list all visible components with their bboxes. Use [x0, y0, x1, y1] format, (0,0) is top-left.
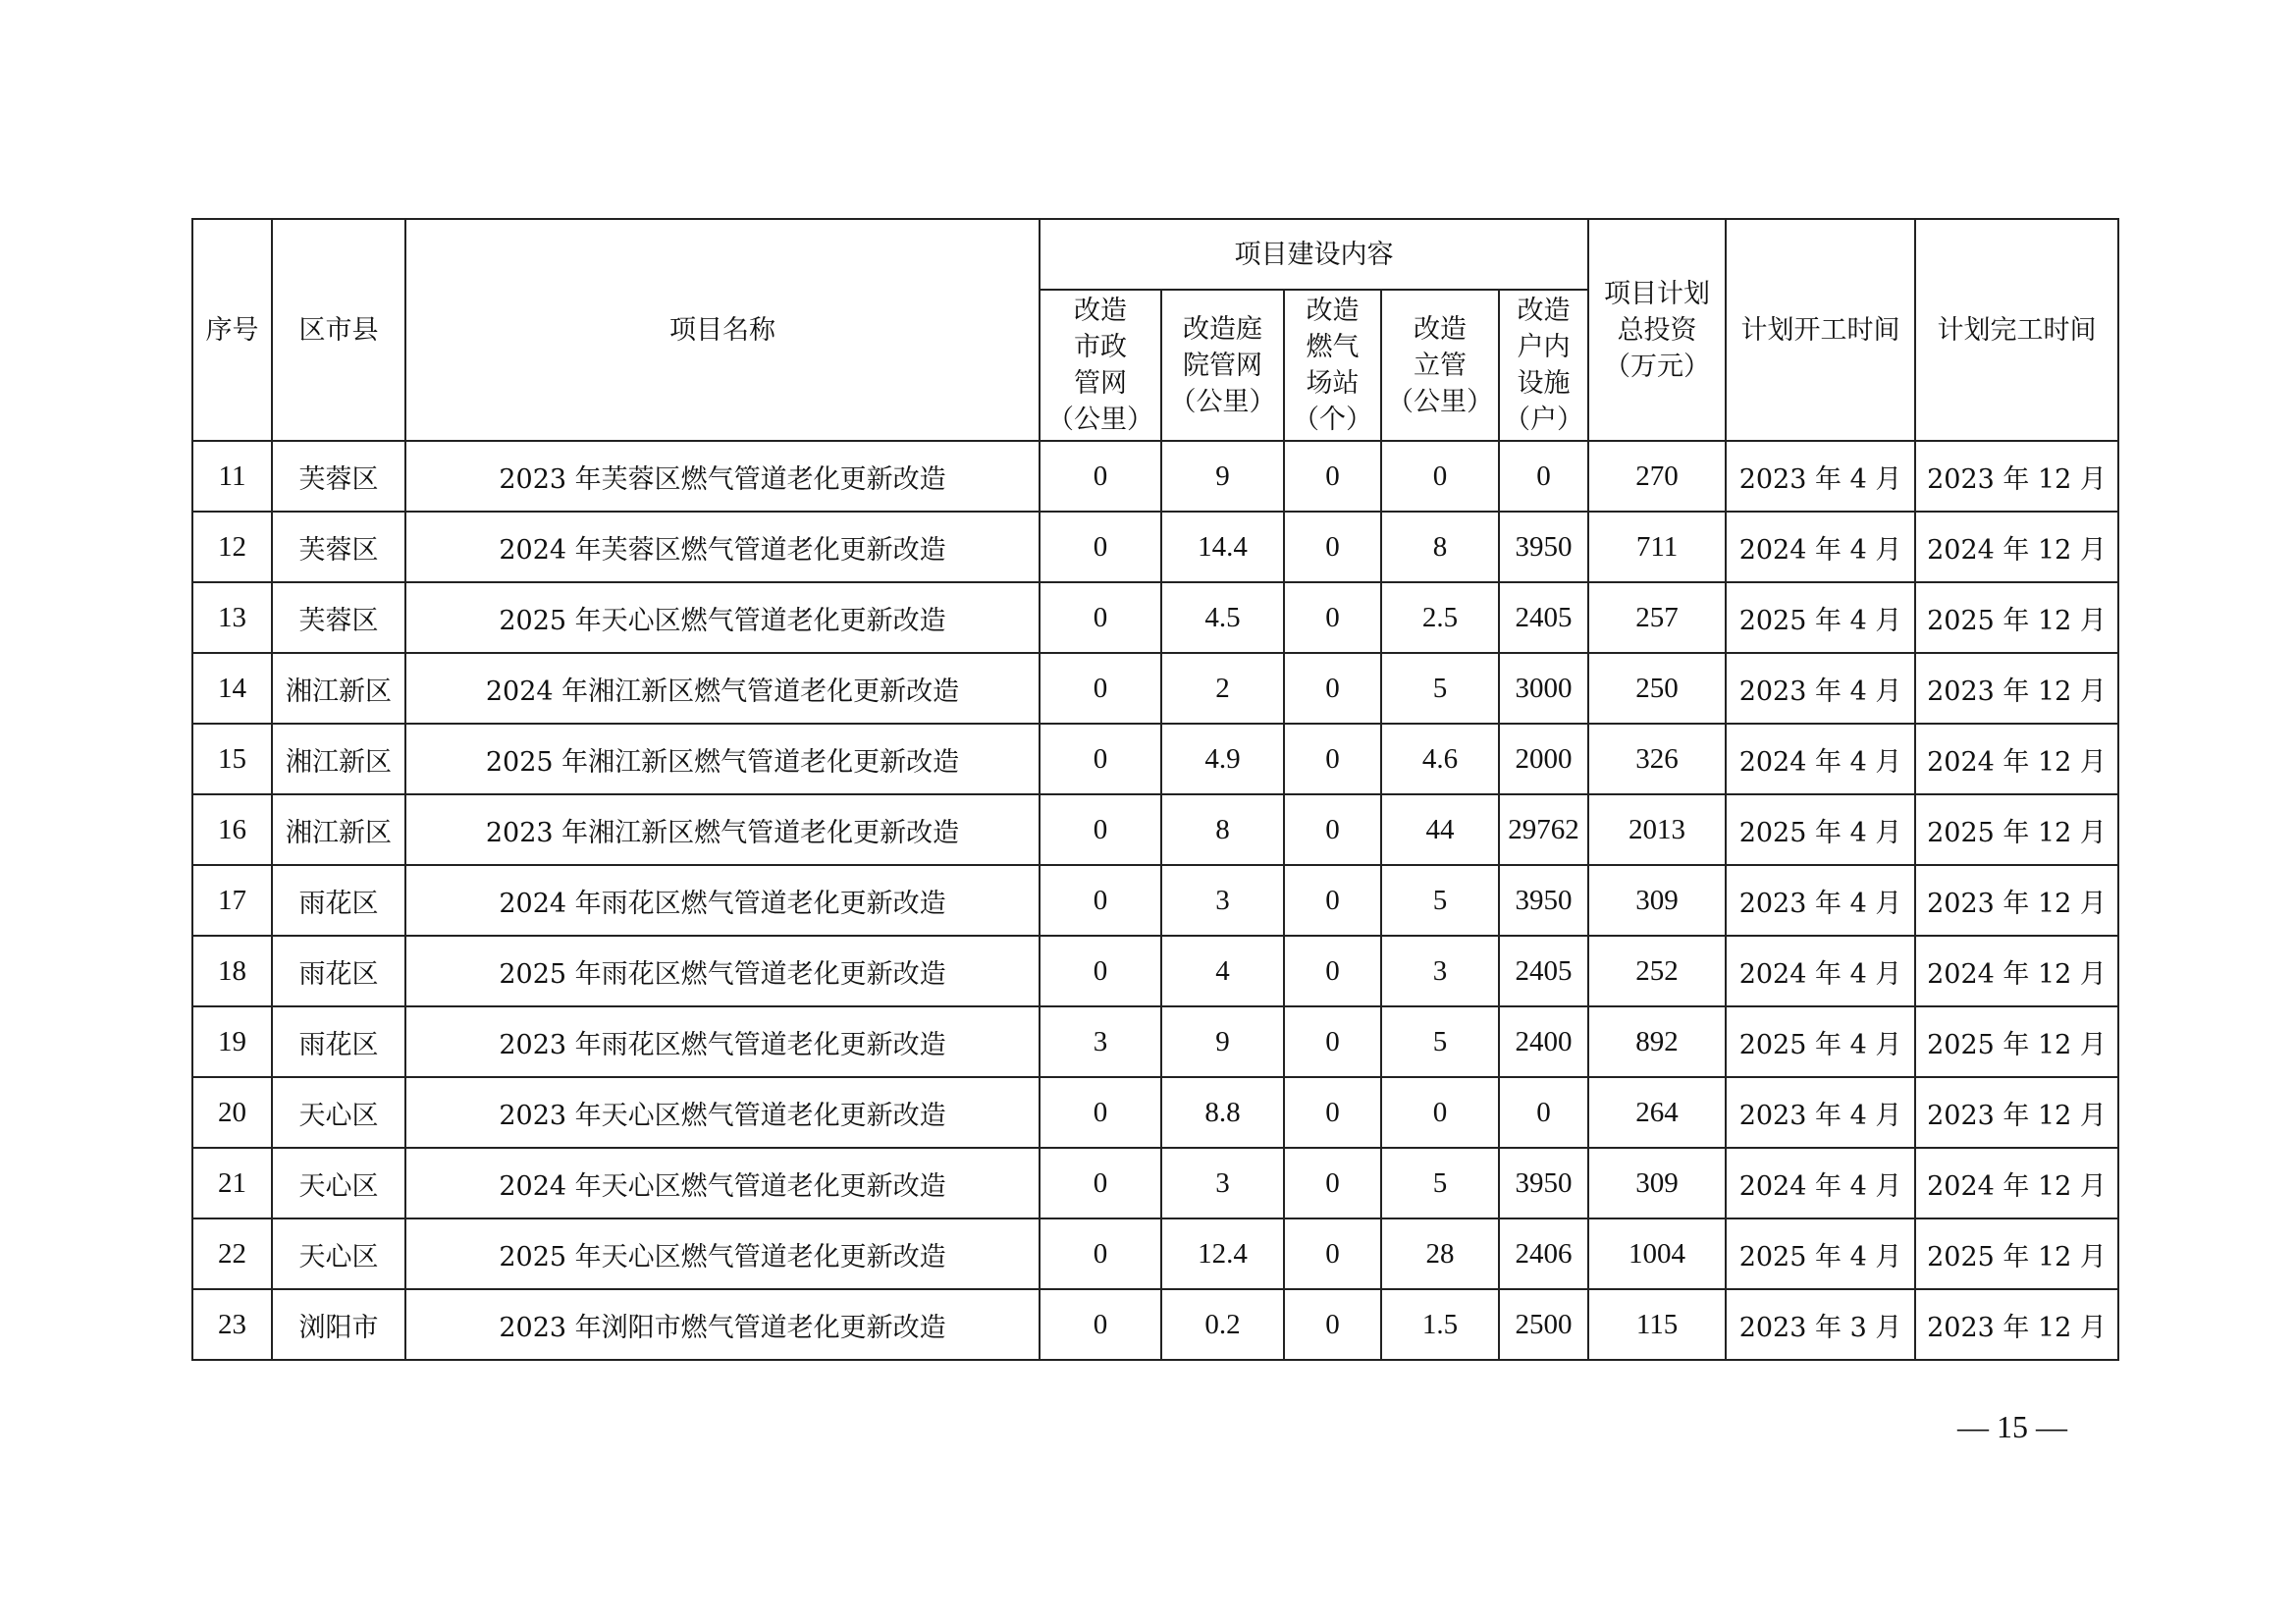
cell-riser: 5 — [1381, 865, 1499, 936]
cell-index: 17 — [192, 865, 272, 936]
header-total-investment-line3: （万元） — [1604, 351, 1711, 382]
cell-investment: 250 — [1588, 653, 1726, 724]
cell-courtyard-network: 3 — [1161, 1148, 1284, 1218]
cell-gas-station: 0 — [1284, 1148, 1381, 1218]
cell-riser: 2.5 — [1381, 582, 1499, 653]
cell-municipal-network: 0 — [1040, 936, 1161, 1006]
cell-investment: 326 — [1588, 724, 1726, 794]
cell-index: 18 — [192, 936, 272, 1006]
header-sub-line: 改造 — [1306, 296, 1360, 326]
cell-investment: 2013 — [1588, 794, 1726, 865]
cell-end-time: 2024 年 12 月 — [1915, 512, 2118, 582]
header-riser — [1381, 290, 1499, 441]
header-gas-station — [1284, 290, 1381, 441]
cell-end-time: 2023 年 12 月 — [1915, 441, 2118, 512]
cell-index: 22 — [192, 1218, 272, 1289]
header-sub-line: 改造 — [1517, 296, 1571, 326]
cell-project-name: 2024 年雨花区燃气管道老化更新改造 — [405, 865, 1040, 936]
cell-household: 3950 — [1499, 865, 1588, 936]
cell-household: 0 — [1499, 1077, 1588, 1148]
cell-household: 2400 — [1499, 1006, 1588, 1077]
cell-gas-station: 0 — [1284, 1218, 1381, 1289]
cell-household: 3950 — [1499, 512, 1588, 582]
cell-municipal-network: 0 — [1040, 724, 1161, 794]
project-table — [191, 218, 2119, 1361]
cell-municipal-network: 0 — [1040, 512, 1161, 582]
cell-courtyard-network: 3 — [1161, 865, 1284, 936]
table-row — [192, 1148, 2118, 1218]
header-construction-content: 项目建设内容 — [1040, 219, 1588, 290]
cell-start-time: 2024 年 4 月 — [1726, 1148, 1915, 1218]
cell-end-time: 2023 年 12 月 — [1915, 865, 2118, 936]
cell-start-time: 2023 年 4 月 — [1726, 653, 1915, 724]
cell-municipal-network: 0 — [1040, 582, 1161, 653]
cell-project-name: 2024 年湘江新区燃气管道老化更新改造 — [405, 653, 1040, 724]
cell-end-time: 2024 年 12 月 — [1915, 936, 2118, 1006]
table-header — [192, 219, 2118, 441]
cell-project-name: 2025 年雨花区燃气管道老化更新改造 — [405, 936, 1040, 1006]
table-row — [192, 1077, 2118, 1148]
cell-start-time: 2023 年 4 月 — [1726, 1077, 1915, 1148]
cell-investment: 264 — [1588, 1077, 1726, 1148]
header-sub-line: （户） — [1504, 405, 1584, 435]
cell-gas-station: 0 — [1284, 1289, 1381, 1360]
header-sub-line: 市政 — [1074, 332, 1127, 362]
header-sub-line: 改造庭 — [1183, 313, 1262, 345]
cell-end-time: 2025 年 12 月 — [1915, 794, 2118, 865]
cell-investment: 309 — [1588, 865, 1726, 936]
cell-household: 2406 — [1499, 1218, 1588, 1289]
header-sub-line: 燃气 — [1306, 332, 1360, 362]
cell-gas-station: 0 — [1284, 582, 1381, 653]
cell-courtyard-network: 2 — [1161, 653, 1284, 724]
cell-start-time: 2024 年 4 月 — [1726, 512, 1915, 582]
cell-investment: 1004 — [1588, 1218, 1726, 1289]
table-row — [192, 653, 2118, 724]
cell-project-name: 2025 年天心区燃气管道老化更新改造 — [405, 1218, 1040, 1289]
header-index: 序号 — [192, 219, 272, 441]
cell-household: 2405 — [1499, 936, 1588, 1006]
cell-district: 芙蓉区 — [272, 441, 405, 512]
cell-investment: 892 — [1588, 1006, 1726, 1077]
cell-end-time: 2023 年 12 月 — [1915, 1289, 2118, 1360]
cell-municipal-network: 0 — [1040, 1077, 1161, 1148]
cell-start-time: 2025 年 4 月 — [1726, 1006, 1915, 1077]
cell-start-time: 2023 年 4 月 — [1726, 865, 1915, 936]
cell-household: 2000 — [1499, 724, 1588, 794]
cell-district: 芙蓉区 — [272, 582, 405, 653]
cell-municipal-network: 0 — [1040, 1148, 1161, 1218]
cell-index: 14 — [192, 653, 272, 724]
cell-start-time: 2025 年 4 月 — [1726, 794, 1915, 865]
cell-courtyard-network: 4.9 — [1161, 724, 1284, 794]
cell-household: 2500 — [1499, 1289, 1588, 1360]
cell-riser: 4.6 — [1381, 724, 1499, 794]
cell-riser: 3 — [1381, 936, 1499, 1006]
cell-project-name: 2024 年天心区燃气管道老化更新改造 — [405, 1148, 1040, 1218]
cell-municipal-network: 0 — [1040, 865, 1161, 936]
table-row — [192, 1218, 2118, 1289]
header-sub-line: 场站 — [1306, 368, 1360, 399]
cell-household: 3950 — [1499, 1148, 1588, 1218]
cell-municipal-network: 3 — [1040, 1006, 1161, 1077]
header-sub-line: （个） — [1293, 405, 1372, 435]
cell-courtyard-network: 0.2 — [1161, 1289, 1284, 1360]
cell-riser: 0 — [1381, 441, 1499, 512]
cell-district: 天心区 — [272, 1148, 405, 1218]
cell-project-name: 2024 年芙蓉区燃气管道老化更新改造 — [405, 512, 1040, 582]
table-body — [192, 441, 2118, 1360]
cell-riser: 28 — [1381, 1218, 1499, 1289]
cell-start-time: 2025 年 4 月 — [1726, 1218, 1915, 1289]
cell-gas-station: 0 — [1284, 653, 1381, 724]
cell-household: 0 — [1499, 441, 1588, 512]
table-row — [192, 1289, 2118, 1360]
cell-project-name: 2023 年湘江新区燃气管道老化更新改造 — [405, 794, 1040, 865]
cell-index: 11 — [192, 441, 272, 512]
cell-gas-station: 0 — [1284, 1006, 1381, 1077]
cell-municipal-network: 0 — [1040, 1289, 1161, 1360]
cell-gas-station: 0 — [1284, 1077, 1381, 1148]
table-row — [192, 936, 2118, 1006]
cell-municipal-network: 0 — [1040, 653, 1161, 724]
cell-index: 12 — [192, 512, 272, 582]
cell-end-time: 2024 年 12 月 — [1915, 1148, 2118, 1218]
header-start-time: 计划开工时间 — [1726, 219, 1915, 441]
cell-index: 15 — [192, 724, 272, 794]
table-row — [192, 724, 2118, 794]
cell-household: 2405 — [1499, 582, 1588, 653]
cell-project-name: 2023 年芙蓉区燃气管道老化更新改造 — [405, 441, 1040, 512]
table-row — [192, 794, 2118, 865]
cell-investment: 115 — [1588, 1289, 1726, 1360]
cell-district: 湘江新区 — [272, 653, 405, 724]
cell-end-time: 2023 年 12 月 — [1915, 1077, 2118, 1148]
cell-riser: 1.5 — [1381, 1289, 1499, 1360]
cell-riser: 5 — [1381, 653, 1499, 724]
cell-project-name: 2023 年浏阳市燃气管道老化更新改造 — [405, 1289, 1040, 1360]
header-total-investment — [1588, 219, 1726, 441]
cell-index: 23 — [192, 1289, 272, 1360]
cell-start-time: 2025 年 4 月 — [1726, 582, 1915, 653]
cell-index: 19 — [192, 1006, 272, 1077]
cell-investment: 252 — [1588, 936, 1726, 1006]
cell-project-name: 2023 年天心区燃气管道老化更新改造 — [405, 1077, 1040, 1148]
cell-gas-station: 0 — [1284, 724, 1381, 794]
cell-index: 20 — [192, 1077, 272, 1148]
cell-district: 天心区 — [272, 1077, 405, 1148]
cell-index: 13 — [192, 582, 272, 653]
cell-end-time: 2025 年 12 月 — [1915, 582, 2118, 653]
cell-gas-station: 0 — [1284, 512, 1381, 582]
cell-district: 浏阳市 — [272, 1289, 405, 1360]
cell-end-time: 2024 年 12 月 — [1915, 724, 2118, 794]
cell-household: 3000 — [1499, 653, 1588, 724]
header-sub-line: （公里） — [1047, 405, 1153, 435]
header-sub-line: 改造 — [1074, 296, 1127, 326]
cell-riser: 8 — [1381, 512, 1499, 582]
table-row — [192, 1006, 2118, 1077]
cell-courtyard-network: 4.5 — [1161, 582, 1284, 653]
header-total-investment-line2: 总投资 — [1617, 314, 1697, 346]
header-district: 区市县 — [272, 219, 405, 441]
header-municipal-network — [1040, 290, 1161, 441]
header-end-time: 计划完工时间 — [1915, 219, 2118, 441]
header-sub-line: 改造 — [1414, 313, 1467, 345]
page-number: — 15 — — [1957, 1409, 2067, 1444]
cell-start-time: 2024 年 4 月 — [1726, 936, 1915, 1006]
header-project-name: 项目名称 — [405, 219, 1040, 441]
header-total-investment-line1: 项目计划 — [1604, 278, 1711, 309]
cell-municipal-network: 0 — [1040, 1218, 1161, 1289]
cell-investment: 270 — [1588, 441, 1726, 512]
cell-investment: 257 — [1588, 582, 1726, 653]
header-sub-line: 户内 — [1517, 332, 1571, 362]
cell-gas-station: 0 — [1284, 794, 1381, 865]
cell-household: 29762 — [1499, 794, 1588, 865]
cell-courtyard-network: 8 — [1161, 794, 1284, 865]
cell-gas-station: 0 — [1284, 865, 1381, 936]
table-row — [192, 865, 2118, 936]
header-sub-line: 管网 — [1074, 368, 1127, 399]
cell-riser: 5 — [1381, 1148, 1499, 1218]
cell-district: 雨花区 — [272, 865, 405, 936]
header-sub-line: （公里） — [1169, 386, 1276, 417]
cell-district: 湘江新区 — [272, 794, 405, 865]
cell-end-time: 2025 年 12 月 — [1915, 1006, 2118, 1077]
cell-riser: 5 — [1381, 1006, 1499, 1077]
cell-index: 16 — [192, 794, 272, 865]
header-sub-line: （公里） — [1387, 386, 1493, 417]
cell-project-name: 2023 年雨花区燃气管道老化更新改造 — [405, 1006, 1040, 1077]
table-row — [192, 441, 2118, 512]
cell-start-time: 2023 年 4 月 — [1726, 441, 1915, 512]
cell-district: 雨花区 — [272, 936, 405, 1006]
cell-project-name: 2025 年湘江新区燃气管道老化更新改造 — [405, 724, 1040, 794]
cell-municipal-network: 0 — [1040, 441, 1161, 512]
cell-riser: 0 — [1381, 1077, 1499, 1148]
cell-courtyard-network: 8.8 — [1161, 1077, 1284, 1148]
header-sub-line: 设施 — [1517, 368, 1571, 399]
cell-investment: 711 — [1588, 512, 1726, 582]
cell-district: 芙蓉区 — [272, 512, 405, 582]
header-courtyard-network — [1161, 290, 1284, 441]
cell-end-time: 2025 年 12 月 — [1915, 1218, 2118, 1289]
table-row — [192, 582, 2118, 653]
cell-district: 天心区 — [272, 1218, 405, 1289]
cell-courtyard-network: 4 — [1161, 936, 1284, 1006]
cell-index: 21 — [192, 1148, 272, 1218]
cell-riser: 44 — [1381, 794, 1499, 865]
cell-investment: 309 — [1588, 1148, 1726, 1218]
cell-courtyard-network: 12.4 — [1161, 1218, 1284, 1289]
cell-courtyard-network: 9 — [1161, 1006, 1284, 1077]
cell-start-time: 2023 年 3 月 — [1726, 1289, 1915, 1360]
cell-district: 雨花区 — [272, 1006, 405, 1077]
cell-courtyard-network: 14.4 — [1161, 512, 1284, 582]
cell-municipal-network: 0 — [1040, 794, 1161, 865]
cell-district: 湘江新区 — [272, 724, 405, 794]
cell-end-time: 2023 年 12 月 — [1915, 653, 2118, 724]
cell-courtyard-network: 9 — [1161, 441, 1284, 512]
cell-gas-station: 0 — [1284, 936, 1381, 1006]
header-household — [1499, 290, 1588, 441]
cell-gas-station: 0 — [1284, 441, 1381, 512]
header-sub-line: 院管网 — [1183, 350, 1262, 381]
cell-project-name: 2025 年天心区燃气管道老化更新改造 — [405, 582, 1040, 653]
cell-start-time: 2024 年 4 月 — [1726, 724, 1915, 794]
table-row — [192, 512, 2118, 582]
header-sub-line: 立管 — [1414, 350, 1467, 381]
